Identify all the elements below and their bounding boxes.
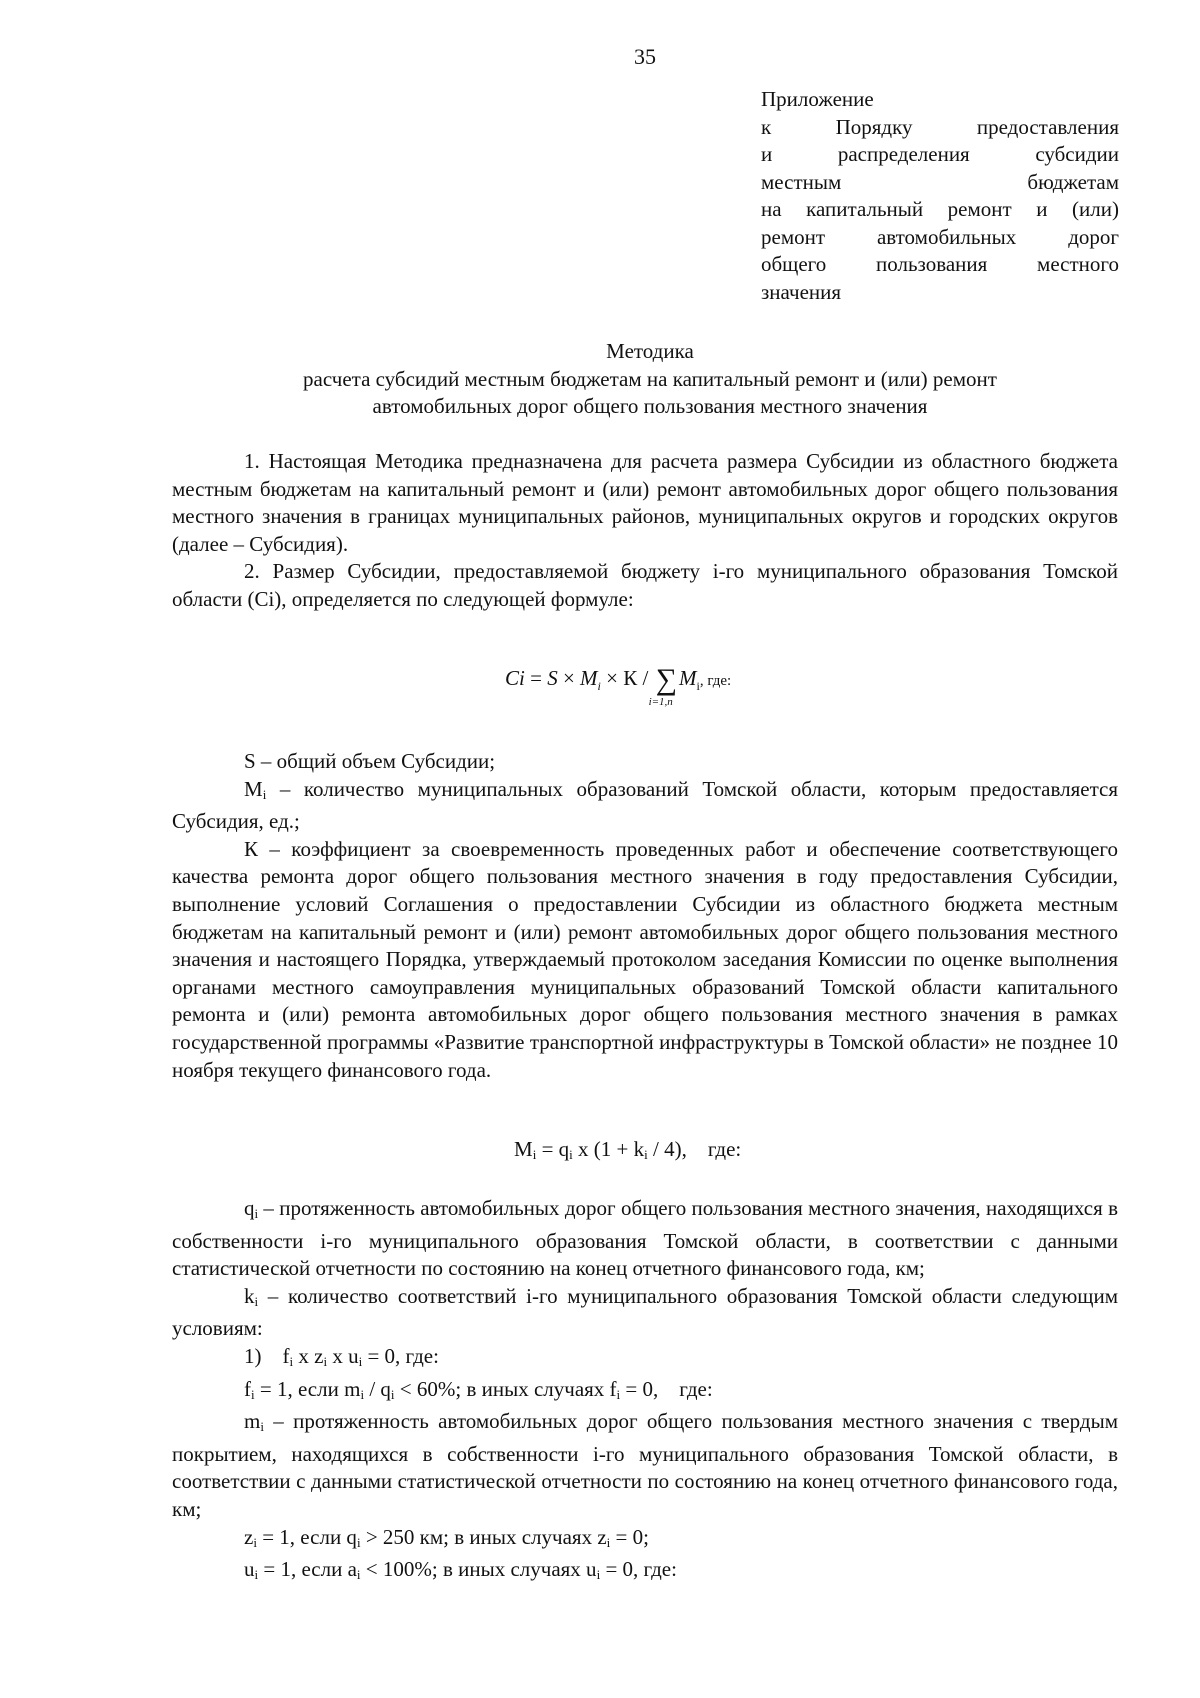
mi-formula: $M_i = q_i$ x $(1 + k_i / 4)$, где: xyxy=(514,1137,742,1162)
title-line-1: Методика xyxy=(606,339,694,363)
definitions-1 xyxy=(172,748,1118,1084)
definitions-2 xyxy=(172,1195,1118,1589)
document-title xyxy=(170,338,1130,421)
def-z: $z_i = 1$, если $q_i > 250$ км; в иных случаях $z_i = 0$; xyxy=(244,1524,649,1550)
appendix-line: местным бюджетам xyxy=(761,169,1119,194)
appendix-line: на капитальный ремонт и (или) xyxy=(761,197,1119,221)
def-f: $f_i = 1$, если $m_i / q_i < 60\%$; в иных случаях $f_i = 0$, где: xyxy=(244,1376,713,1402)
appendix-line: и распределения субсидии xyxy=(761,142,1119,166)
def-k-count: $k_i$ – количество соответствий i-го муниципального образования Томской области следующим условиям: xyxy=(172,1283,1118,1341)
sum-index: i=1,n xyxy=(648,696,673,708)
appendix-line: к Порядку предоставления xyxy=(761,114,1119,139)
condition-1: 1) $f_i$ x $z_i$ x $u_i = 0$, где: xyxy=(244,1343,439,1369)
def-m-hard: $m_i$ – протяженность автомобильных дорог общего пользования местного значения с твердым покрытием, находящихся в собственности i-го муниципального образования Томской области, в соответствии с данными статистической отчетности по состоянию на конец отчетного финансового года, км; xyxy=(172,1409,1118,1521)
title-line-2: расчета субсидий местным бюджетам на капитальный ремонт и (или) ремонт xyxy=(303,366,997,391)
appendix-line: общего пользования местного xyxy=(761,252,1119,276)
def-q: $q_i$ – протяженность автомобильных дорог общего пользования местного значения, находящихся в собственности i-го муниципального образования Томской области, в соответствии с данными статистической отчетности по состоянию на конец отчетного финансового года, км; xyxy=(172,1196,1118,1281)
sum-symbol: ∑ i=1,n xyxy=(648,663,677,708)
appendix-line: значения xyxy=(761,279,842,304)
def-u: $u_i = 1$, если $a_i < 100\%$; в иных случаях $u_i = 0$, где: xyxy=(244,1557,677,1583)
section-intro xyxy=(172,448,1118,614)
def-m: $M_i$ – количество муниципальных образований Томской области, которым предоставляется Субсидия, ед.; xyxy=(172,776,1118,834)
subsidy-formula: $Ci = S \times M_i \times К$ / ∑ i=1,n $M_i$, где: xyxy=(505,663,732,708)
def-k: К – коэффициент за своевременность проведенных работ и обеспечение соответствующего качества ремонта дорог общего пользования местного значения в году предоставления Субсидии, выполнение условий Соглашения о предоставлении Субсидии из областного бюджета местным бюджетам на капитальный ремонт и (или) ремонт автомобильных дорог общего пользования местного значения и настоящего Порядка, утверждаемый протоколом заседания Комиссии по оценке выполнения органами местного самоуправления муниципальных образований Томской области капитального ремонта и (или) ремонта автомобильных дорог общего пользования местного значения в рамках государственной программы «Развитие транспортной инфраструктуры в Томской области» не позднее 10 ноября текущего финансового года. xyxy=(172,836,1118,1082)
appendix-line: ремонт автомобильных дорог xyxy=(761,224,1119,249)
paragraph-1: 1. Настоящая Методика предназначена для расчета размера Субсидии из областного бюджета местным бюджетам на капитальный ремонт и (или) ремонт автомобильных дорог общего пользования местного значения в границах муниципальных районов, муниципальных округов и городских округов (далее – Субсидия). xyxy=(172,449,1118,556)
appendix-block xyxy=(761,86,1119,306)
paragraph-2: 2. Размер Субсидии, предоставляемой бюджету i-го муниципального образования Томской области (Ci), определяется по следующей формуле: xyxy=(172,559,1118,611)
page-number: 35 xyxy=(634,44,656,69)
def-s: S – общий объем Субсидии; xyxy=(244,749,496,773)
title-line-3: автомобильных дорог общего пользования местного значения xyxy=(372,394,928,418)
appendix-line: Приложение xyxy=(761,87,874,111)
